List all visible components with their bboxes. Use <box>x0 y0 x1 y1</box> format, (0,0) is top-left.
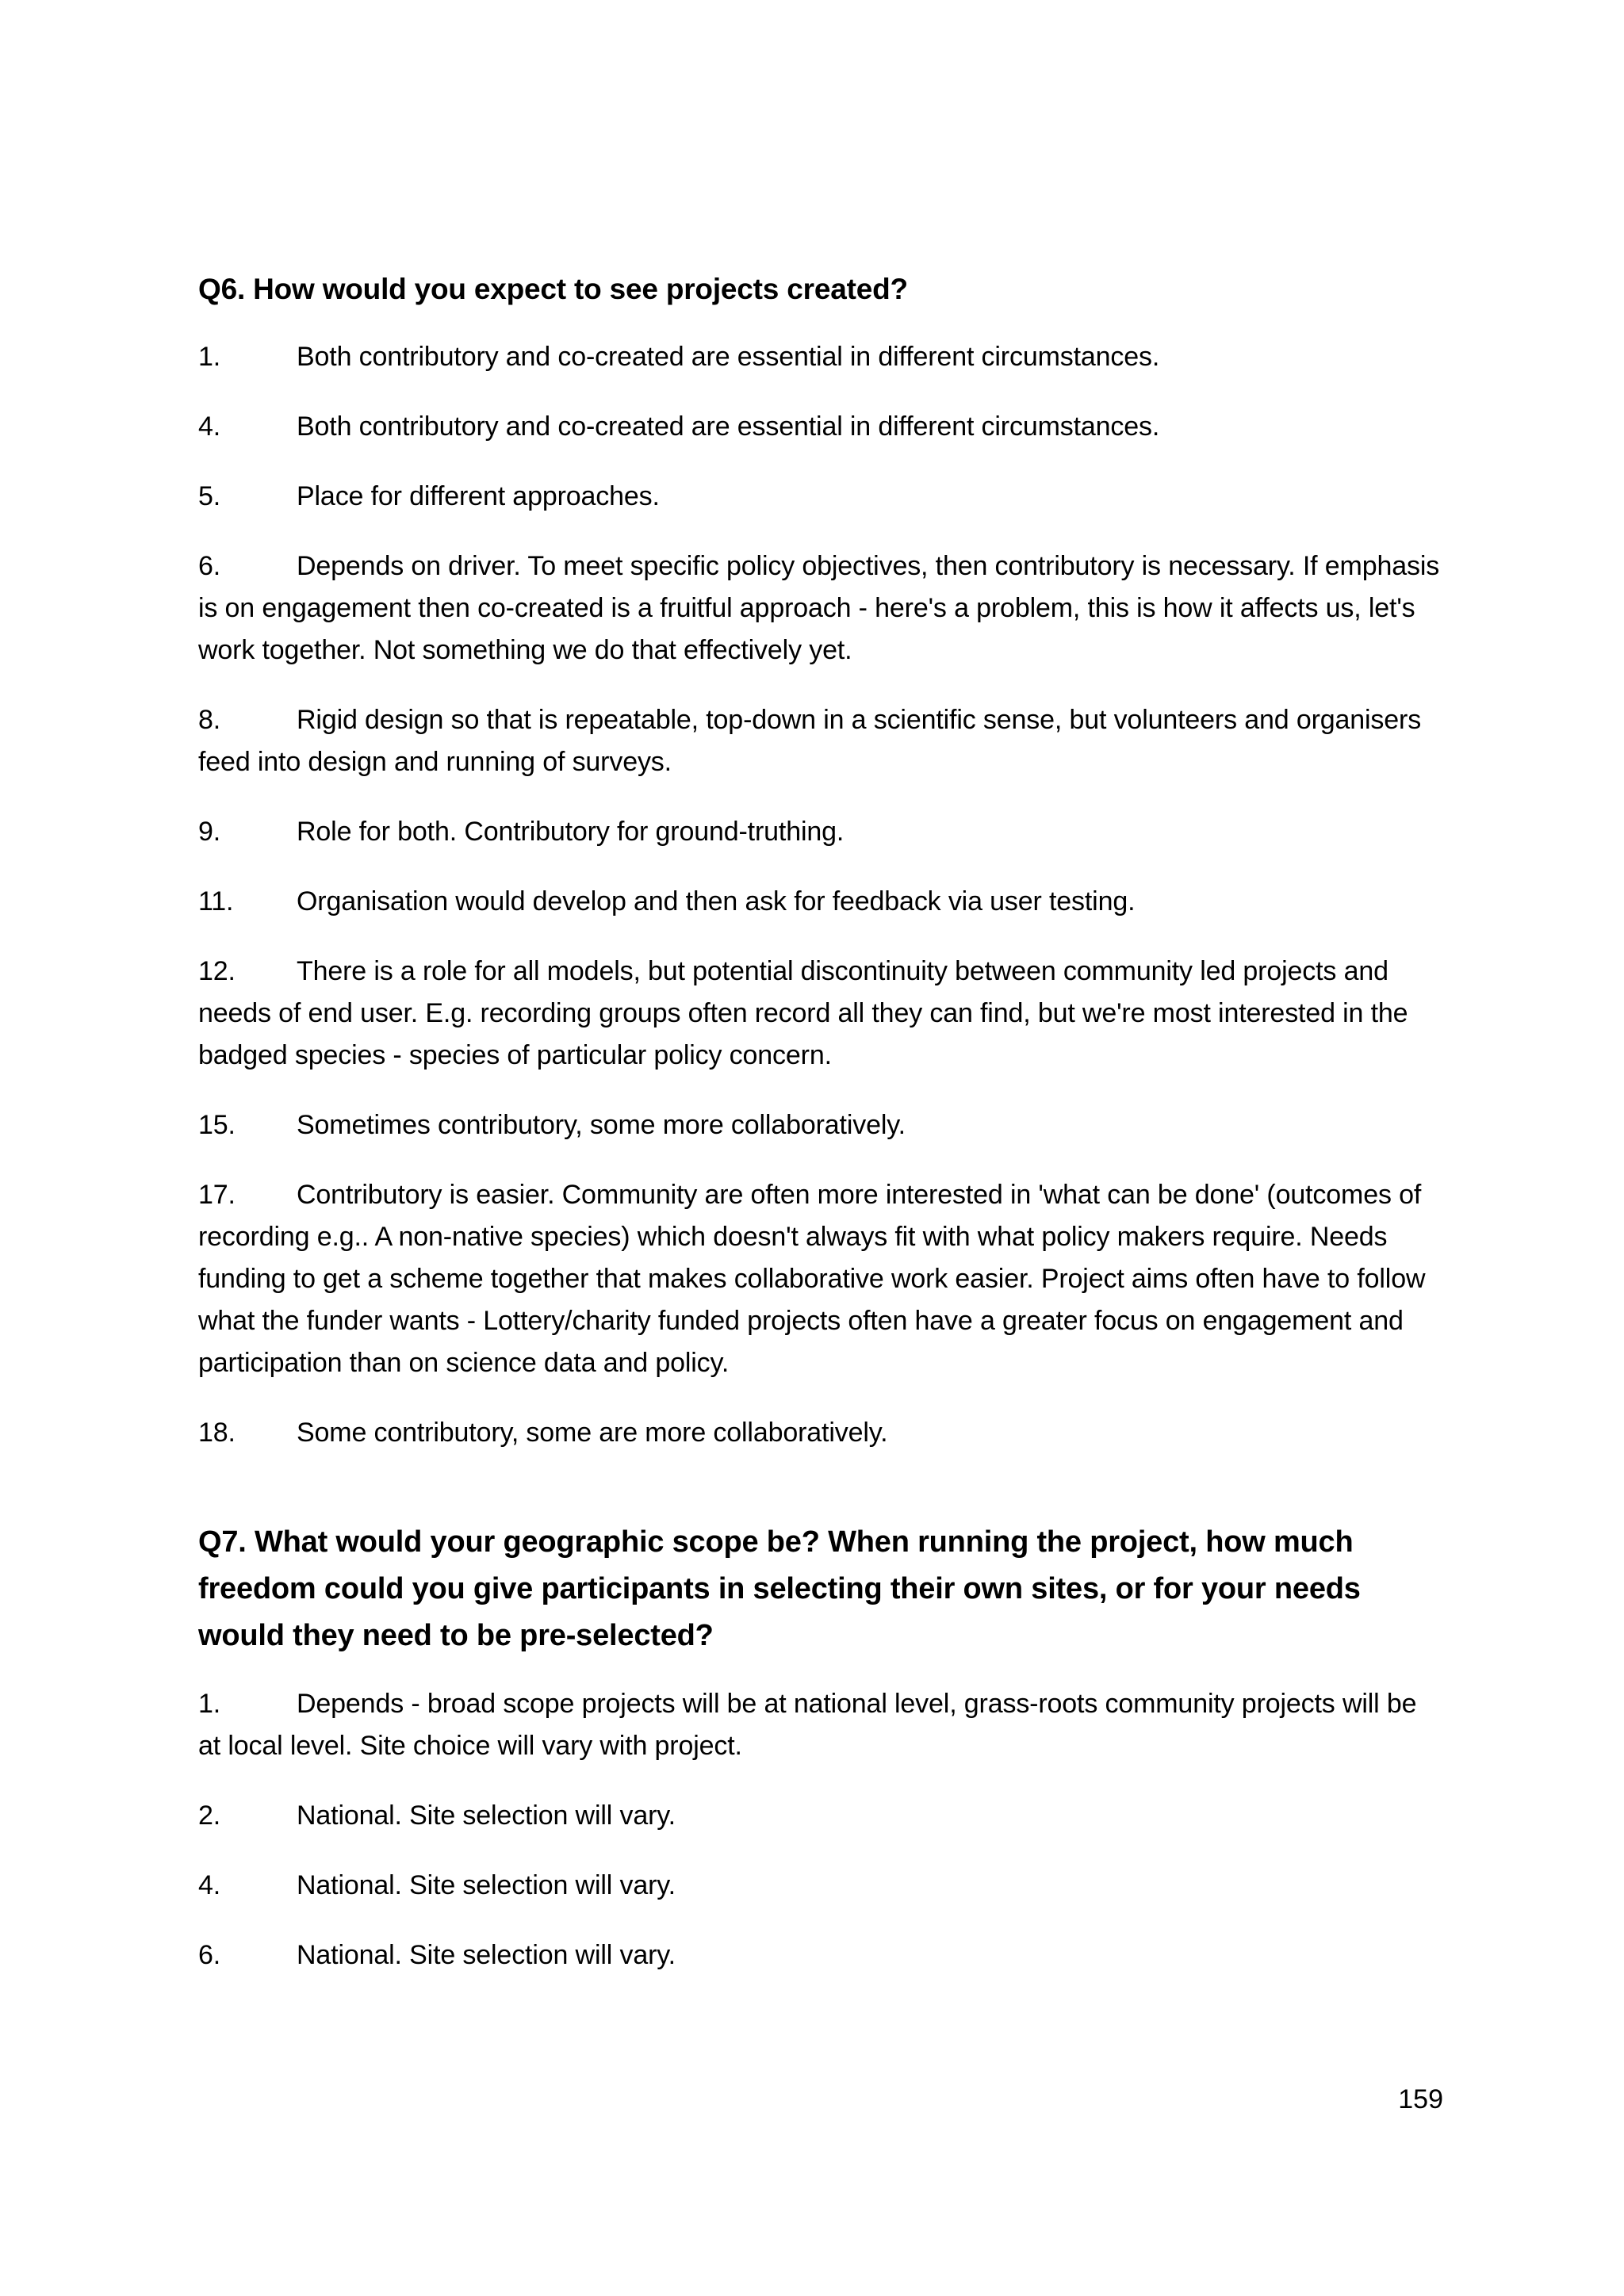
answer-item <box>198 476 1443 518</box>
answer-item <box>198 336 1443 378</box>
answer-number: 5. <box>198 481 221 511</box>
answer-number: 1. <box>198 342 221 372</box>
answer-item <box>198 545 1443 672</box>
answer-text: National. Site selection will vary. <box>297 1800 676 1831</box>
answer-item <box>198 1683 1443 1767</box>
answer-item <box>198 1865 1443 1907</box>
answer-number: 17. <box>198 1180 236 1210</box>
answer-text: Rigid design so that is repeatable, top-down in a scientific sense, but volunteers and organisers feed into design and running of surveys. <box>198 705 1422 777</box>
answer-number: 6. <box>198 551 221 581</box>
answer-text: Depends - broad scope projects will be at national level, grass-roots community projects will be at local level. Site choice will vary with project. <box>198 1689 1417 1761</box>
answer-item <box>198 951 1443 1077</box>
answer-number: 1. <box>198 1689 221 1719</box>
answer-item <box>198 1412 1443 1454</box>
answer-item <box>198 881 1443 923</box>
answer-number: 4. <box>198 1870 221 1900</box>
answer-number: 11. <box>198 886 234 916</box>
page-number: 159 <box>1398 2084 1443 2114</box>
answer-number: 15. <box>198 1110 236 1140</box>
answer-number: 4. <box>198 411 221 442</box>
answer-text: Both contributory and co-created are essential in different circumstances. <box>297 342 1160 372</box>
answer-item <box>198 1795 1443 1837</box>
answer-text: There is a role for all models, but potential discontinuity between community led projects and needs of end user. E.g. recording groups often record all they can find, but we're most interested in the badged species - species of particular policy concern. <box>198 956 1408 1070</box>
answer-list-q7 <box>198 1683 1443 1976</box>
answer-item <box>198 406 1443 448</box>
answer-number: 9. <box>198 817 221 847</box>
answer-number: 12. <box>198 956 236 986</box>
answer-text: Depends on driver. To meet specific policy objectives, then contributory is necessary. If emphasis is on engagement then co-created is a fruitful approach - here's a problem, this is how it affects us, let's work together. Not something we do that effectively yet. <box>198 551 1440 665</box>
answer-text: National. Site selection will vary. <box>297 1870 676 1900</box>
answer-item <box>198 699 1443 783</box>
answer-number: 18. <box>198 1418 236 1448</box>
answer-item <box>198 1934 1443 1976</box>
answer-text: Contributory is easier. Community are often more interested in 'what can be done' (outcomes of recording e.g.. A non-native species) which doesn't always fit with what policy makers require. Needs funding to get a scheme together that makes collaborative work easier. Project aims often have to follow what the funder wants - Lottery/charity funded projects often have a greater focus on engagement and participation than on science data and policy. <box>198 1180 1426 1378</box>
question-q7: Q7. What would your geographic scope be? When running the project, how much freedom could you give participants in selecting their own sites, or for your needs would they need to be pre-selected? <box>198 1525 1361 1652</box>
answer-text: Organisation would develop and then ask for feedback via user testing. <box>297 886 1136 916</box>
answer-text: Sometimes contributory, some more collaboratively. <box>297 1110 906 1140</box>
answer-text: Role for both. Contributory for ground-truthing. <box>297 817 845 847</box>
answer-text: Place for different approaches. <box>297 481 660 511</box>
answer-text: Both contributory and co-created are essential in different circumstances. <box>297 411 1160 442</box>
page-content <box>198 266 1443 2004</box>
answer-text: National. Site selection will vary. <box>297 1940 676 1970</box>
answer-item <box>198 1174 1443 1384</box>
answer-item <box>198 1104 1443 1146</box>
answer-item <box>198 811 1443 853</box>
answer-number: 6. <box>198 1940 221 1970</box>
answer-text: Some contributory, some are more collaboratively. <box>297 1418 888 1448</box>
answer-number: 8. <box>198 705 221 735</box>
answer-number: 2. <box>198 1800 221 1831</box>
question-q6: Q6. How would you expect to see projects created? <box>198 273 908 305</box>
answer-list-q6 <box>198 336 1443 1454</box>
